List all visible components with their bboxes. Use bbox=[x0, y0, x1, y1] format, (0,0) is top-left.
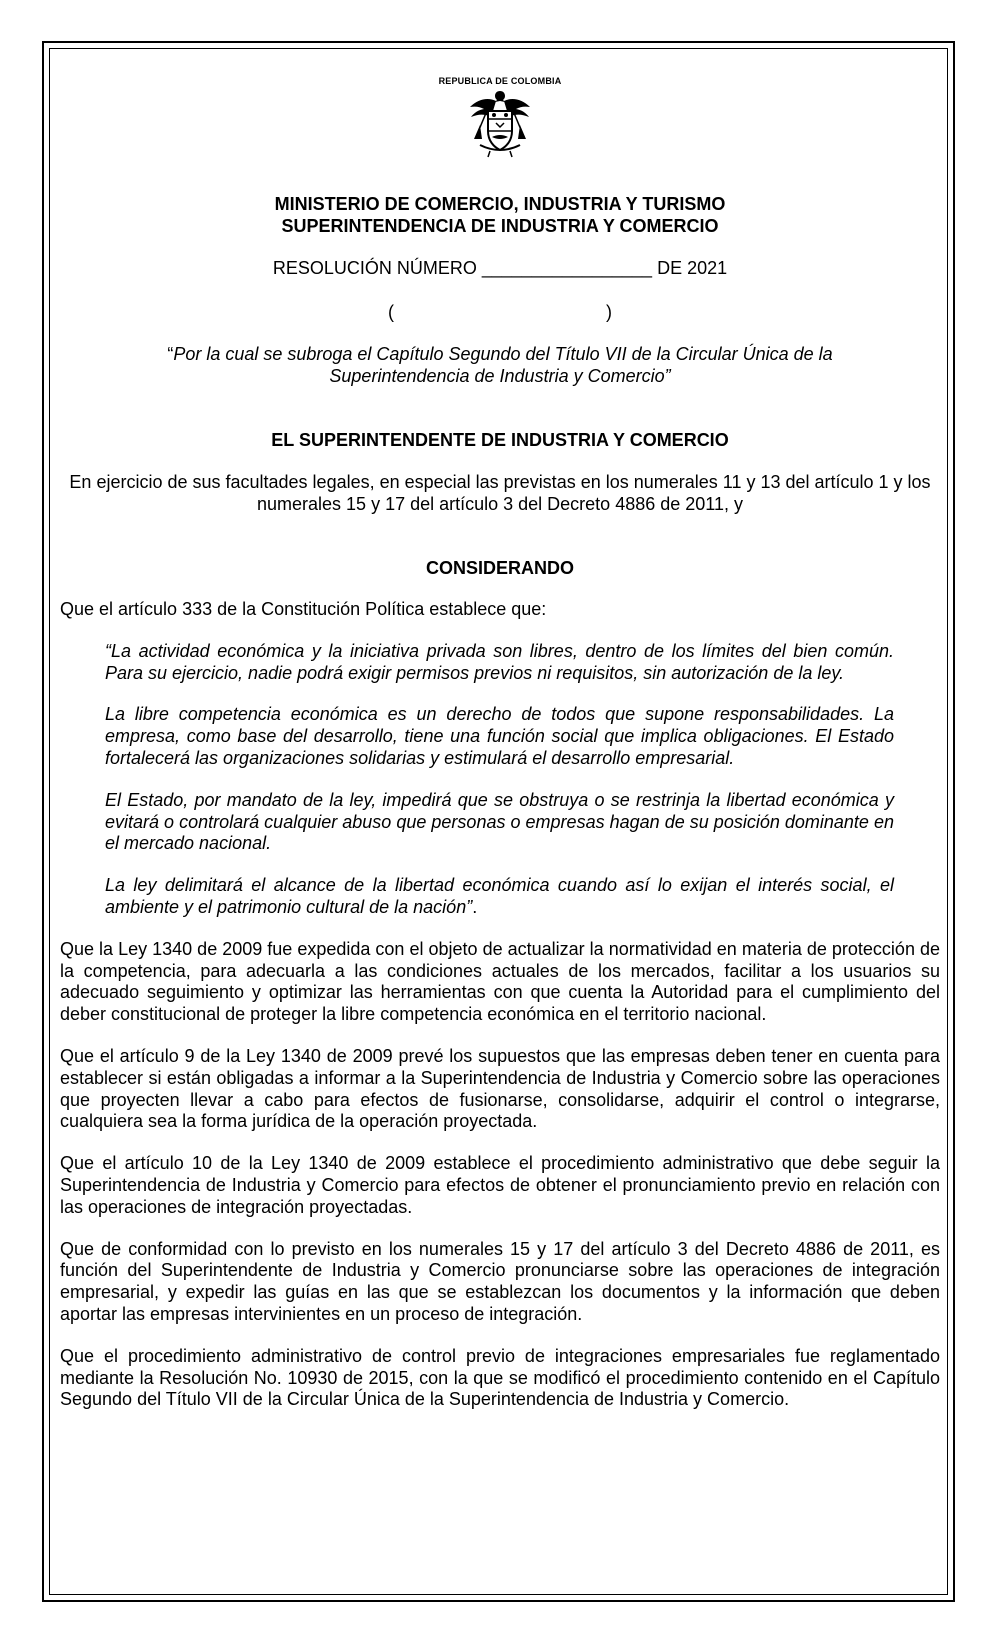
resolution-number: RESOLUCIÓN NÚMERO _________________ DE 2021 bbox=[272, 258, 728, 278]
constitution-quote-4 bbox=[105, 875, 894, 919]
constitution-quote-1: “La actividad económica y la iniciativa privada son libres, dentro de los límites del bien común. Para su ejercicio, nadie podrá exigir permisos previos ni requisitos, sin autorización de la ley. bbox=[105, 640, 894, 683]
ministry-line-1: MINISTERIO DE COMERCIO, INDUSTRIA Y TURISMO bbox=[274, 194, 726, 214]
document-body bbox=[60, 75, 940, 1411]
constitution-quote-4-text: La ley delimitará el alcance de la libertad económica cuando así lo exijan el interés social, el ambiente y el patrimonio cultural de la nación” bbox=[105, 875, 894, 917]
considerando-paragraph-4: Que de conformidad con lo previsto en los numerales 15 y 17 del artículo 3 del Decreto 4886 de 2011, es función del Superintendente de Industria y Comercio pronunciarse sobre las operaciones de integración empresarial, y expedir las guías en las que se establezcan los documentos y la información que deben aportar las empresas intervinientes en un proceso de integración. bbox=[60, 1238, 940, 1324]
considerando-paragraph-3: Que el artículo 10 de la Ley 1340 de 2009 establece el procedimiento administrativo que debe seguir la Superintendencia de Industria y Comercio para efectos de obtener el pronunciamiento previo en relación con las operaciones de integración proyectadas. bbox=[60, 1153, 940, 1217]
paren-close: ) bbox=[606, 302, 612, 322]
considerando-intro: Que el artículo 333 de la Constitución Política establece que: bbox=[60, 599, 547, 619]
constitution-quote-2: La libre competencia económica es un derecho de todos que supone responsabilidades. La empresa, como base del desarrollo, tiene una función social que implica obligaciones. El Estado fortalecerá las organizaciones solidarias y estimulará el desarrollo empresarial. bbox=[105, 704, 894, 768]
ministry-heading bbox=[60, 193, 940, 237]
authority-powers: En ejercicio de sus facultades legales, en especial las previstas en los numerales 11 y 13 del artículo 1 y los numerales 15 y 17 del artículo 3 del Decreto 4886 de 2011, y bbox=[69, 472, 931, 514]
constitution-quote-3: El Estado, por mandato de la ley, impedirá que se obstruya o se restrinja la libertad económica y evitará o controlará cualquier abuso que personas o empresas hagan de su posición dominante en el mercado nacional. bbox=[105, 789, 894, 854]
considerando-heading: CONSIDERANDO bbox=[425, 558, 574, 578]
considerando-paragraph-1: Que la Ley 1340 de 2009 fue expedida con el objeto de actualizar la normatividad en materia de protección de la competencia, para adecuarla a las condiciones actuales de los mercados, facilitar a los usuarios su adecuado seguimiento y optimizar las herramientas con que cuenta la Autoridad para el cumplimiento del deber constitucional de proteger la libre competencia económica en el territorio nacional. bbox=[60, 938, 940, 1025]
colombia-coat-of-arms-icon bbox=[466, 89, 534, 159]
resolution-date-placeholder bbox=[60, 301, 940, 323]
considerando-paragraph-5: Que el procedimiento administrativo de control previo de integraciones empresariales fue reglamentado mediante la Resolución No. 10930 de 2015, con la que se modificó el procedimiento contenido en el Capítulo Segundo del Título VII de la Circular Única de la Superintendencia de Industria y Comercio. bbox=[60, 1345, 940, 1410]
republic-label: REPUBLICA DE COLOMBIA bbox=[438, 76, 562, 86]
considerando-paragraph-2: Que el artículo 9 de la Ley 1340 de 2009 prevé los supuestos que las empresas deben tener en cuenta para establecer si están obligadas a informar a la Superintendencia de Industria y Comercio sobre las operaciones que proyecten llevar a cabo para efectos de fusionarse, consolidarse, adquirir el control o integrarse, cualquiera sea la forma jurídica de la operación proyectada. bbox=[60, 1045, 940, 1132]
resolution-subtitle bbox=[60, 343, 940, 387]
ministry-line-2: SUPERINTENDENCIA DE INDUSTRIA Y COMERCIO bbox=[281, 216, 719, 236]
paren-open: ( bbox=[388, 302, 394, 322]
subtitle-open-quote: “ bbox=[167, 344, 174, 364]
authority-heading: EL SUPERINTENDENTE DE INDUSTRIA Y COMERCIO bbox=[271, 430, 729, 450]
subtitle-text: Por la cual se subroga el Capítulo Segundo del Título VII de la Circular Única de la Superintendencia de Industria y Comercio” bbox=[173, 344, 833, 386]
constitution-quote-4-end: . bbox=[472, 896, 478, 917]
